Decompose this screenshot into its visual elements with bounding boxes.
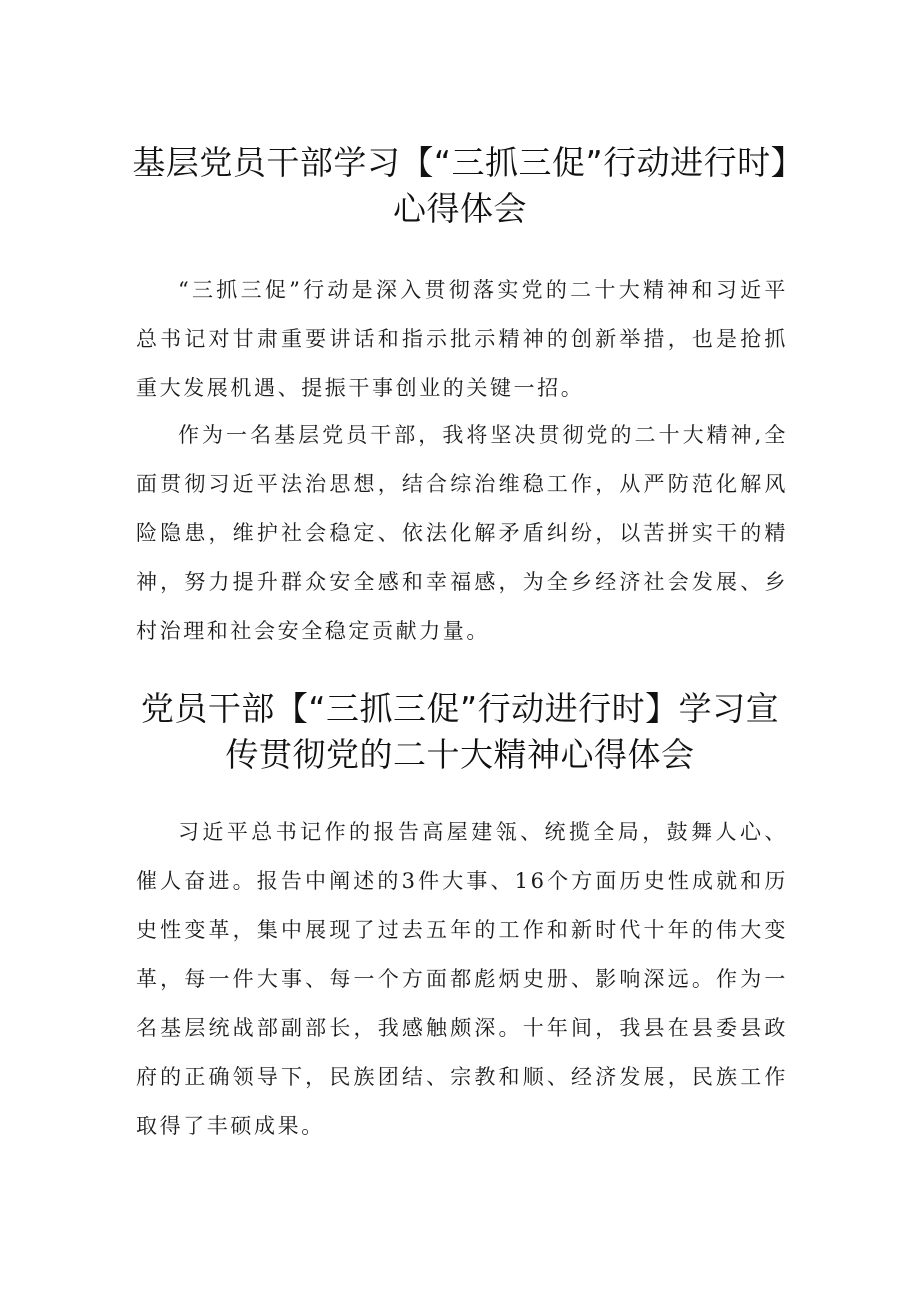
section-1-paragraph-1: “三抓三促”行动是深入贯彻落实党的二十大精神和习近平总书记对甘肃重要讲话和指示批示精神的创新举措，也是抢抓重大发展机遇、提振干事创业的关键一招。: [136, 278, 788, 400]
section-1-paragraph-2: 作为一名基层党员干部，我将坚决贯彻党的二十大精神,全面贯彻习近平法治思想，结合综治维稳工作，从严防范化解风险隐患，维护社会稳定、依法化解矛盾纠纷，以苦拼实干的精神，努力提升群众安全感和幸福感，为全乡经济社会发展、乡村治理和社会安全稳定贡献力量。: [136, 423, 788, 643]
section-1-title: 基层党员干部学习【“三抓三促”行动进行时】心得体会: [132, 143, 788, 228]
section-2-title: 党员干部【“三抓三促”行动进行时】学习宣传贯彻党的二十大精神心得体会: [140, 689, 780, 774]
section-2-paragraph-1: 习近平总书记作的报告高屋建瓴、统揽全局，鼓舞人心、催人奋进。报告中阐述的3件大事、16个方面历史性成就和历史性变革，集中展现了过去五年的工作和新时代十年的伟大变革，每一件大事、每一个方面都彪炳史册、影响深远。作为一名基层统战部副部长，我感触颇深。十年间，我县在县委县政府的正确领导下，民族团结、宗教和顺、经济发展，民族工作取得了丰硕成果。: [136, 820, 788, 1138]
